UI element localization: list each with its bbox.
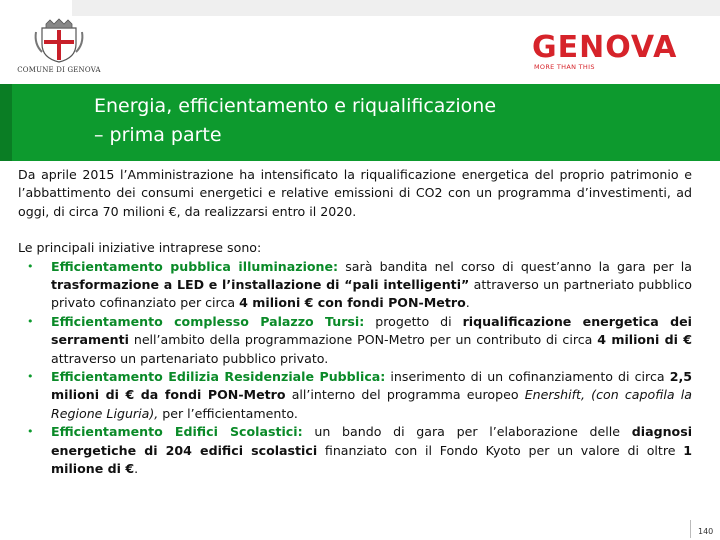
item-text: nell’ambito della programmazione PON-Metro per un contributo di circa <box>128 332 598 348</box>
brand-tagline: MORE THAN THIS <box>534 63 595 71</box>
list-item <box>18 313 692 368</box>
item-bold: 1 milione di € <box>51 442 692 477</box>
brand-wordmark: GENOVA <box>532 30 678 65</box>
item-text: per l’efficientamento. <box>158 405 298 421</box>
genova-brand-logo <box>532 30 702 74</box>
initiatives-list <box>18 258 692 479</box>
item-text: finanziato con il Fondo Kyoto per un valore di oltre <box>317 442 684 458</box>
item-heading: Efficientamento pubblica illuminazione: <box>51 258 339 274</box>
list-label: Le principali iniziative intraprese sono: <box>18 240 262 256</box>
bullet-icon: • <box>27 314 34 328</box>
title-line-1: Energia, efficientamento e riqualificazione <box>94 95 497 117</box>
item-italic: Enershift, (con capofila la Regione Liguria), <box>51 387 692 421</box>
slide-content <box>18 166 692 479</box>
list-item <box>18 368 692 423</box>
item-text: . <box>134 461 139 477</box>
comune-di-genova-logo <box>14 18 104 80</box>
bullet-icon: • <box>27 425 34 439</box>
slide-title <box>94 92 694 150</box>
item-text: progetto di <box>364 313 463 329</box>
item-text: un bando di gara per l’elaborazione delle <box>302 424 632 440</box>
item-bold: trasformazione a LED e l’installazione di “pali intelligenti” <box>51 277 470 293</box>
bullet-icon: • <box>27 370 34 384</box>
title-line-2: – prima parte <box>94 124 222 146</box>
item-heading: Efficientamento Edilizia Residenziale Pubblica: <box>51 369 386 385</box>
left-logo-caption: COMUNE DI GENOVA <box>17 66 101 74</box>
title-band-accent <box>0 84 12 161</box>
page-number: 140 <box>698 527 714 536</box>
item-heading: Efficientamento complesso Palazzo Tursi: <box>51 313 365 329</box>
item-bold: 2,5 milioni di € da fondi PON-Metro <box>51 369 692 403</box>
item-text: all’interno del programma europeo <box>285 387 525 403</box>
item-text: attraverso un partneriato pubblico privato cofinanziato per circa <box>51 277 693 311</box>
item-text: attraverso un partenariato pubblico privato. <box>51 350 329 366</box>
top-strip <box>72 0 720 16</box>
bullet-icon: • <box>27 259 34 273</box>
item-bold: 4 milioni di € <box>597 332 692 348</box>
item-text: . <box>465 295 470 311</box>
intro-paragraph: Da aprile 2015 l’Amministrazione ha intensificato la riqualificazione energetica del proprio patrimonio e l’abbattimento dei consumi energetici e relative emissioni di CO2 con un programma d’investimenti, ad oggi, di circa 70 milioni €, da realizzarsi entro il 2020. <box>18 167 692 219</box>
coat-of-arms-icon <box>32 18 86 64</box>
item-bold: riqualificazione energetica dei serramenti <box>51 313 692 348</box>
list-item <box>18 423 692 478</box>
page-number-divider <box>690 520 691 538</box>
item-text: inserimento di un cofinanziamento di circa <box>385 369 670 385</box>
item-bold: 4 milioni € con fondi PON-Metro <box>239 295 466 311</box>
item-text: sarà bandita nel corso di quest’anno la gara per la <box>338 258 692 274</box>
list-item <box>18 258 692 313</box>
item-heading: Efficientamento Edifici Scolastici: <box>51 424 303 440</box>
item-bold: diagnosi energetiche di 204 edifici scolastici <box>51 424 693 458</box>
